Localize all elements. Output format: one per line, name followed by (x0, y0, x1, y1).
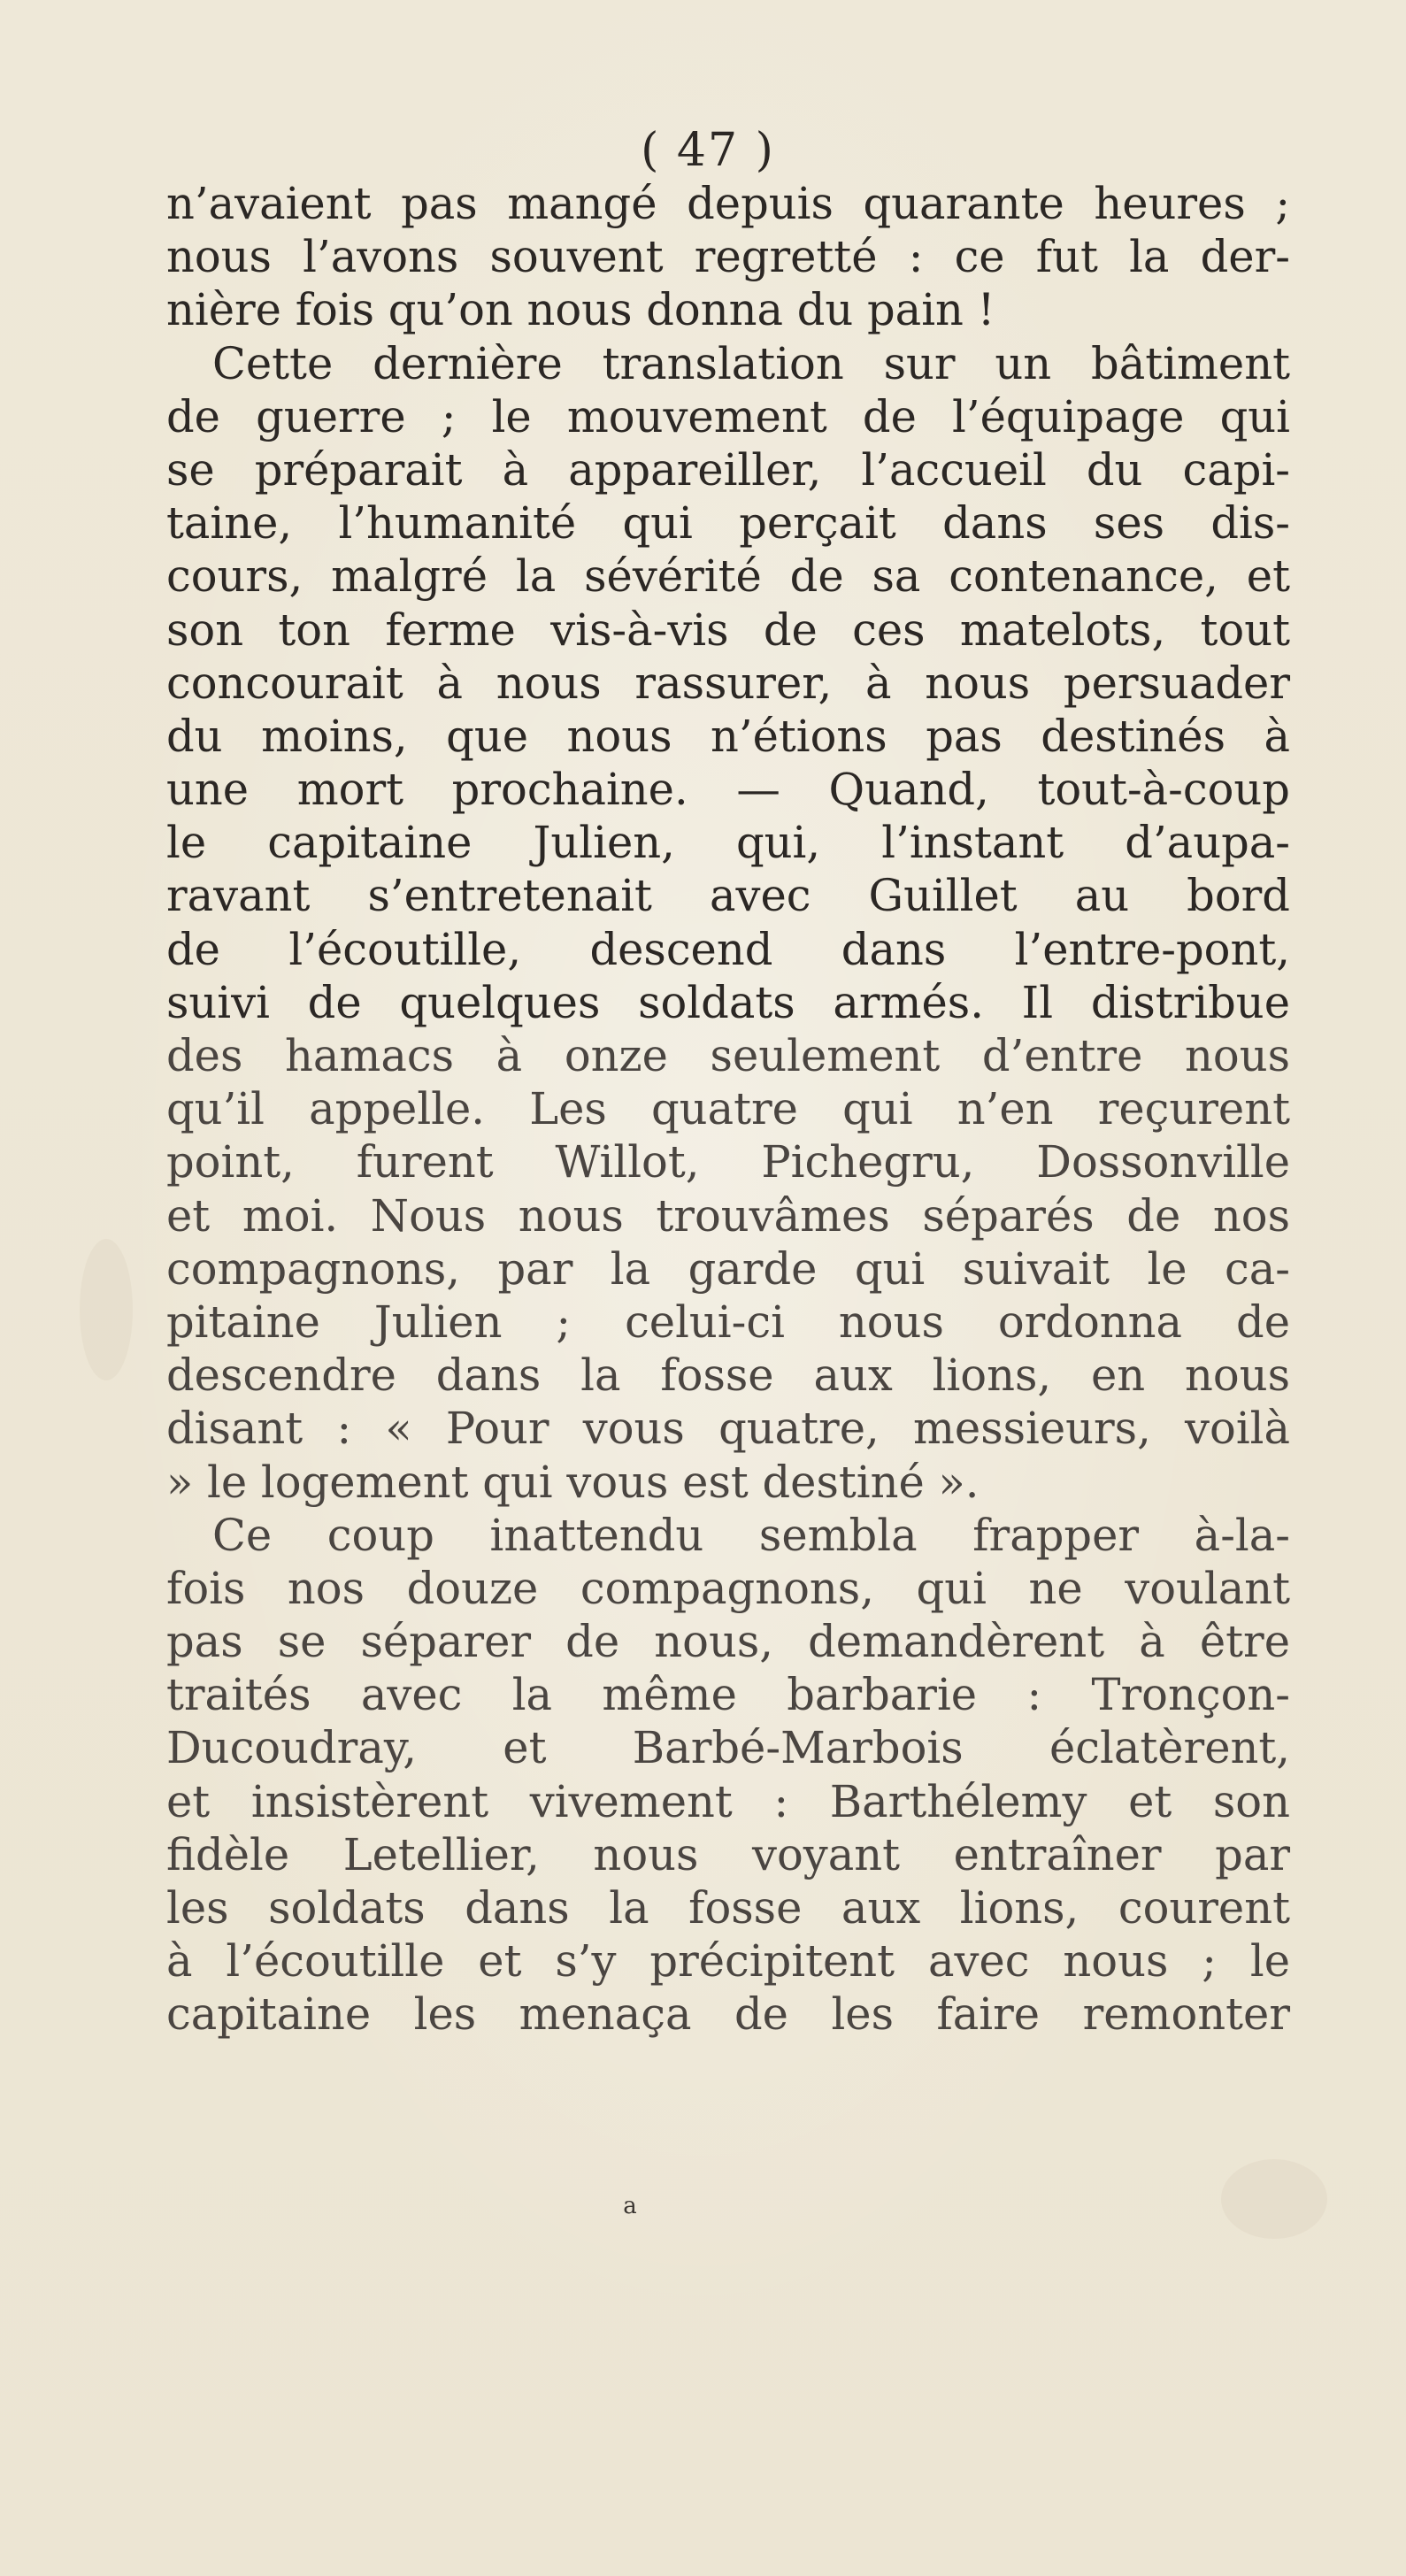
text-line: fois nos douze compagnons, qui ne voulant (166, 1562, 1290, 1614)
text-line: de l’écoutille, descend dans l’entre-pont, (166, 923, 1290, 975)
text-line: taine, l’humanité qui perçait dans ses dis- (166, 497, 1290, 550)
text-line: et insistèrent vivement : Barthélemy et son (166, 1775, 1290, 1827)
text-line: descendre dans la fosse aux lions, en nous (166, 1350, 1290, 1402)
text-line: pas se séparer de nous, demandèrent à être (166, 1616, 1290, 1668)
text-line: capitaine les menaça de les faire remonter (166, 1988, 1290, 2041)
text-line: traités avec la même barbarie : Tronçon- (166, 1669, 1290, 1721)
text-line: cours, malgré la sévérité de sa contenance, et (166, 550, 1290, 603)
text-line: se préparait à appareiller, l’accueil du capi- (166, 443, 1290, 496)
text-line: n’avaient pas mangé depuis quarante heures ; (166, 178, 1290, 229)
text-line: nous l’avons souvent regretté : ce fut la der- (166, 231, 1290, 283)
page-number: ( 47 ) (641, 124, 775, 177)
paragraph-start-line: Cette dernière translation sur un bâtiment (212, 337, 1290, 389)
text-line: nière fois qu’on nous donna du pain ! (166, 284, 995, 336)
text-line: le capitaine Julien, qui, l’instant d’aupa- (166, 817, 1290, 869)
text-line: compagnons, par la garde qui suivait le ca- (166, 1242, 1290, 1295)
text-line: son ton ferme vis-à-vis de ces matelots, tout (166, 604, 1290, 656)
text-line: de guerre ; le mouvement de l’équipage qui (166, 390, 1290, 442)
text-line: et moi. Nous nous trouvâmes séparés de nos (166, 1189, 1290, 1242)
text-line: Ducoudray, et Barbé-Marbois éclatèrent, (166, 1722, 1290, 1774)
text-line: pitaine Julien ; celui-ci nous ordonna de (166, 1296, 1290, 1348)
paper-stain (80, 1239, 133, 1380)
text-line: suivi de quelques soldats armés. Il distribue (166, 976, 1290, 1028)
body-text (166, 177, 1290, 2042)
text-line: » le logement qui vous est destiné ». (166, 1456, 980, 1508)
text-line: une mort prochaine. — Quand, tout-à-coup (166, 764, 1290, 816)
text-line: les soldats dans la fosse aux lions, courent (166, 1882, 1290, 1934)
text-line: qu’il appelle. Les quatre qui n’en reçurent (166, 1083, 1290, 1135)
text-line: fidèle Letellier, nous voyant entraîner par (166, 1828, 1290, 1880)
text-line: disant : « Pour vous quatre, messieurs, voilà (166, 1403, 1290, 1455)
text-line: ravant s’entretenait avec Guillet au bord (166, 870, 1290, 922)
paragraph-start-line: Ce coup inattendu sembla frapper à-la- (212, 1509, 1290, 1561)
text-line: à l’écoutille et s’y précipitent avec nous ; le (166, 1935, 1290, 1988)
signature-mark: a (623, 2193, 637, 2219)
paper-stain (1221, 2159, 1327, 2239)
text-line: du moins, que nous n’étions pas destinés à (166, 710, 1290, 762)
text-line: des hamacs à onze seulement d’entre nous (166, 1030, 1290, 1081)
text-line: concourait à nous rassurer, à nous persuader (166, 657, 1290, 709)
text-line: point, furent Willot, Pichegru, Dossonville (166, 1136, 1290, 1188)
